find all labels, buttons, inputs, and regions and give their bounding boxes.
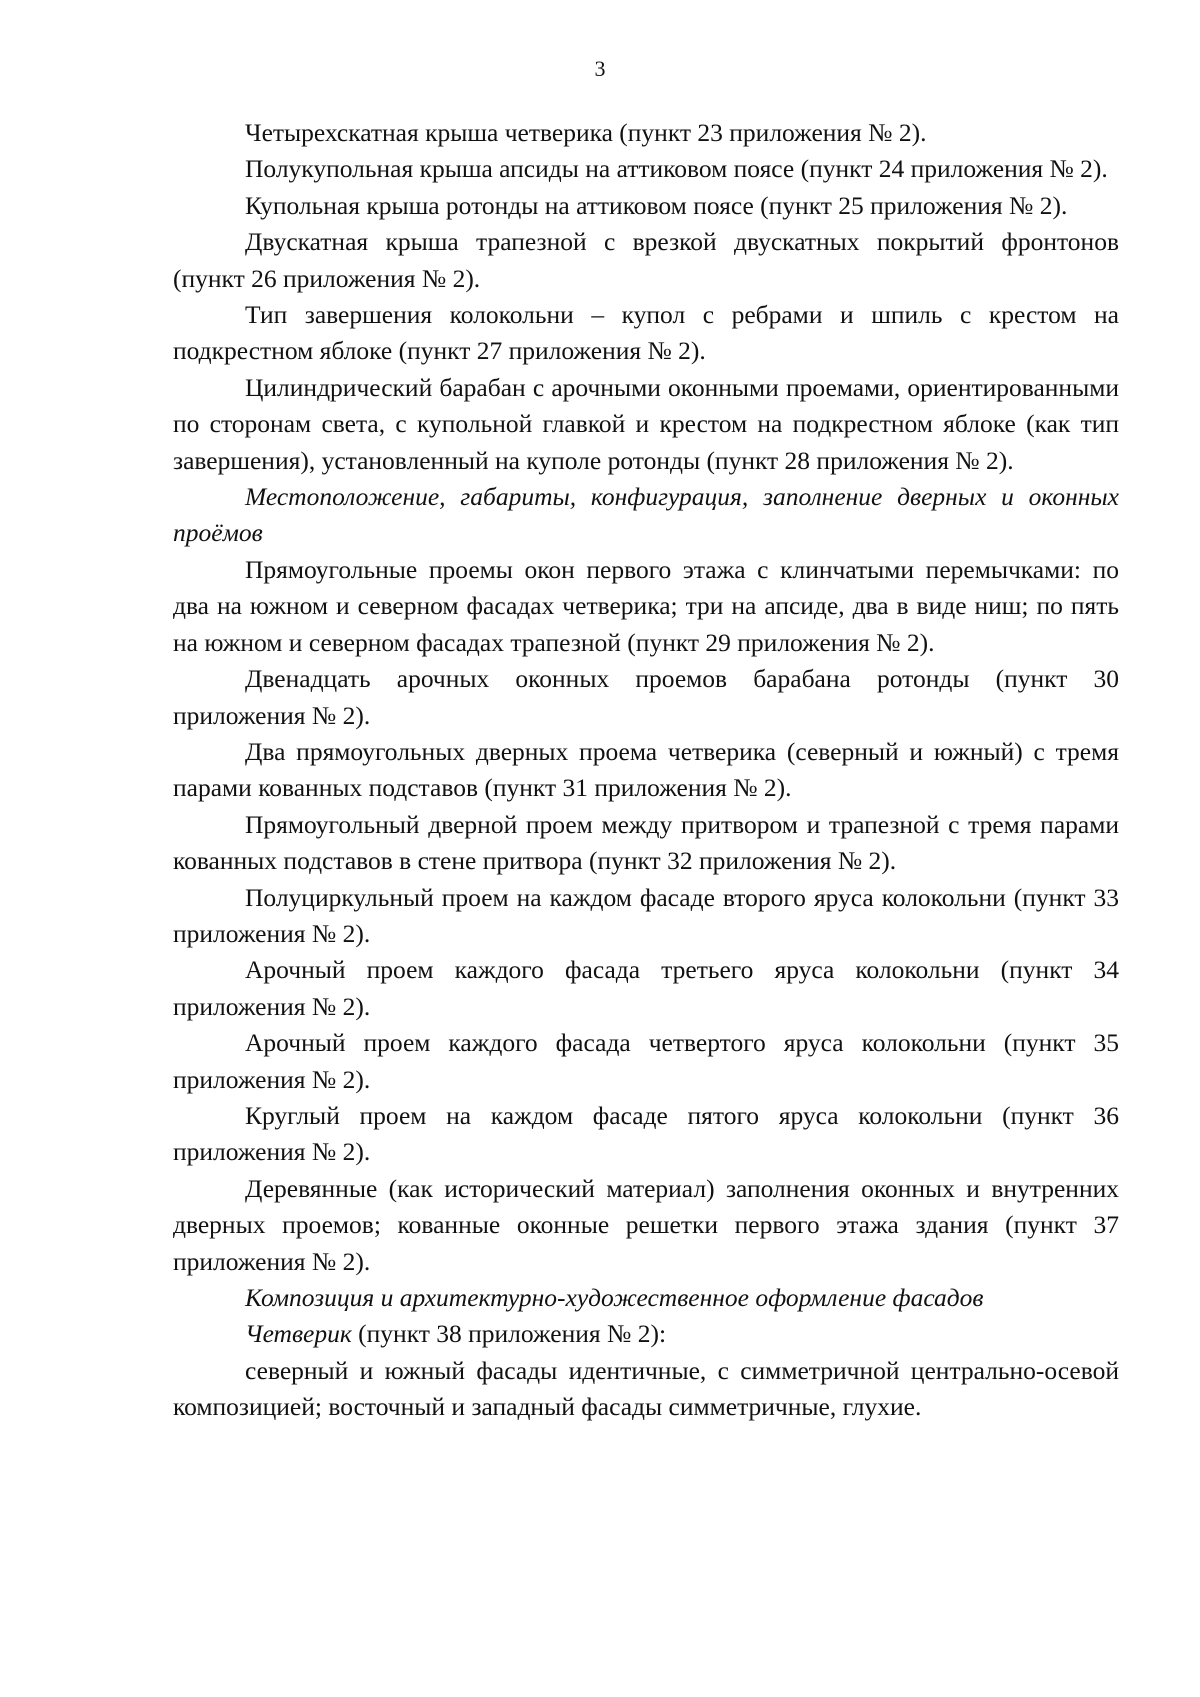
paragraph: Деревянные (как исторический материал) заполнения оконных и внутренних дверных проемов; кованные оконные решетки первого этажа здания (пункт 37 приложения № 2). xyxy=(173,1173,1119,1276)
paragraph: Прямоугольные проемы окон первого этажа с клинчатыми перемычками: по два на южном и северном фасадах четверика; три на апсиде, два в виде ниш; по пять на южном и северном фасадах трапезной (пункт 29 приложения № 2). xyxy=(173,554,1119,657)
paragraph: Двенадцать арочных оконных проемов барабана ротонды (пункт 30 приложения № 2). xyxy=(173,664,1119,730)
paragraph: Купольная крыша ротонды на аттиковом поясе (пункт 25 приложения № 2). xyxy=(245,190,1068,220)
subsection-reference: (пункт 38 приложения № 2): xyxy=(351,1319,667,1349)
paragraph: Прямоугольный дверной проем между притвором и трапезной с тремя парами кованных подставов в стене притвора (пункт 32 приложения № 2). xyxy=(173,809,1119,876)
subsection-paragraph xyxy=(173,1316,1119,1352)
subsection-title: Четверик xyxy=(245,1319,352,1349)
paragraph: Круглый проем на каждом фасаде пятого яруса колокольни (пункт 36 приложения № 2). xyxy=(173,1100,1119,1167)
paragraph: Арочный проем каждого фасада четвертого яруса колокольни (пункт 35 приложения № 2). xyxy=(173,1028,1119,1094)
paragraph: Полукупольная крыша апсиды на аттиковом поясе (пункт 24 приложения № 2). xyxy=(245,154,1108,184)
paragraph: северный и южный фасады идентичные, с симметричной центрально-осевой композицией; восточный и западный фасады симметричные, глухие. xyxy=(173,1355,1119,1422)
paragraph: Полуциркульный проем на каждом фасаде второго яруса колокольни (пункт 33 приложения № 2). xyxy=(173,882,1119,948)
paragraph: Цилиндрический барабан с арочными оконными проемами, ориентированными по сторонам света, с купольной главкой и крестом на подкрестном яблоке (как тип завершения), установленный на куполе ротонды (пункт 28 приложения № 2). xyxy=(173,372,1119,475)
section-heading: Композиция и архитектурно-художественное оформление фасадов xyxy=(245,1283,984,1312)
paragraph: Четырехскатная крыша четверика (пункт 23 приложения № 2). xyxy=(245,118,927,147)
paragraph: Два прямоугольных дверных проема четверика (северный и южный) с тремя парами кованных подставов (пункт 31 приложения № 2). xyxy=(173,736,1119,803)
paragraph: Двускатная крыша трапезной с врезкой двускатных покрытий фронтонов (пункт 26 приложения № 2). xyxy=(173,227,1119,293)
paragraph: Тип завершения колокольни – купол с ребрами и шпиль с крестом на подкрестном яблоке (пункт 27 приложения № 2). xyxy=(173,300,1119,366)
paragraph: Арочный проем каждого фасада третьего яруса колокольни (пункт 34 приложения № 2). xyxy=(173,955,1119,1021)
document-body xyxy=(173,115,1119,1426)
section-heading: Местоположение, габариты, конфигурация, заполнение дверных и оконных проёмов xyxy=(173,482,1119,548)
page-number: 3 xyxy=(594,56,606,81)
